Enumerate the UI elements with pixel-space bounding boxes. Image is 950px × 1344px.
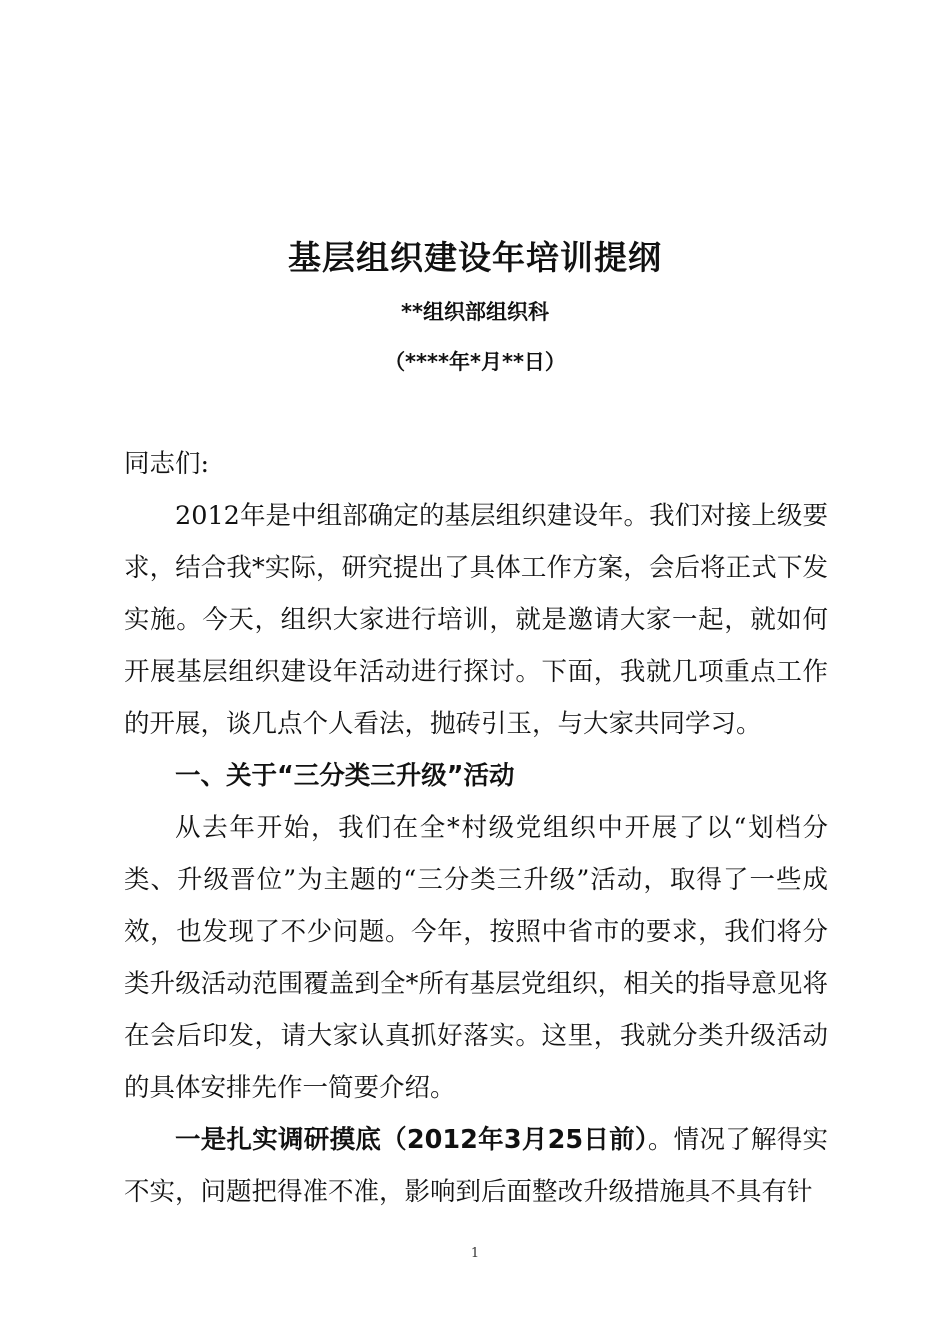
document-title: 基层组织建设年培训提纲: [288, 238, 662, 277]
salutation: 同志们:: [124, 449, 210, 479]
document-body: [124, 438, 828, 1218]
intro-paragraph: 2012年是中组部确定的基层组织建设年。我们对接上级要求，结合我*实际，研究提出了具体工作方案，会后将正式下发实施。今天，组织大家进行培训，就是邀请大家一起，就如何开展基层组织建设年活动进行探讨。下面，我就几项重点工作的开展，谈几点个人看法，抛砖引玉，与大家共同学习。: [124, 501, 828, 739]
item-paragraph: [124, 1114, 828, 1218]
section-paragraph: 从去年开始，我们在全*村级党组织中开展了以“划档分类、升级晋位”为主题的“三分类三升级”活动，取得了一些成效，也发现了不少问题。今年，按照中省市的要求，我们将分类升级活动范围覆盖到全*所有基层党组织，相关的指导意见将在会后印发，请大家认真抓好落实。这里，我就分类升级活动的具体安排先作一简要介绍。: [124, 813, 828, 1103]
department-line: **组织部组织科: [401, 300, 549, 324]
item-lead: 一是扎实调研摸底（2012年3月25日前）: [175, 1125, 648, 1155]
page-number: 1: [470, 1246, 480, 1261]
item-text: 。情况了解得实不实，问题把得准不准，影响到后面整改升级措施具不具有针: [124, 1125, 828, 1207]
section-heading: 一、关于“三分类三升级”活动: [175, 761, 515, 791]
date-line: （****年*月**日）: [384, 350, 566, 374]
